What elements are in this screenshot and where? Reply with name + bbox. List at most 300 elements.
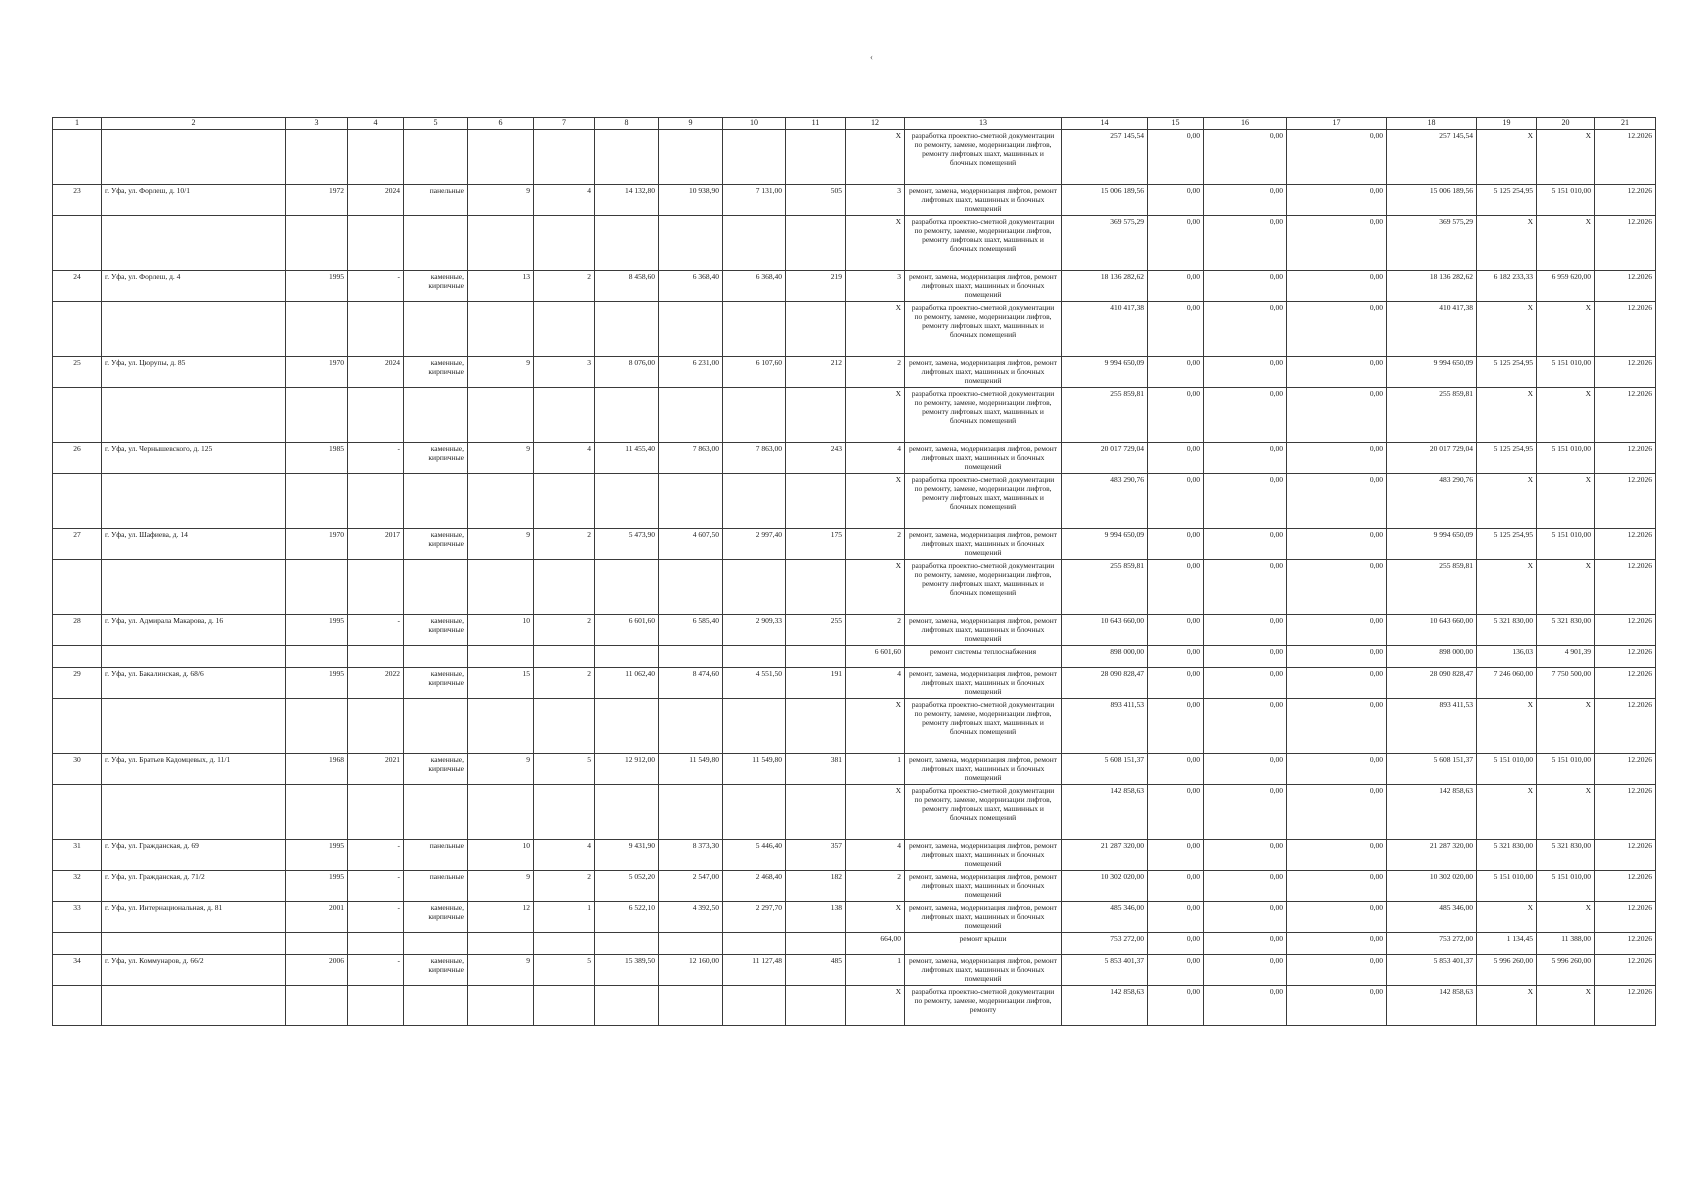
cell-col-18: 255 859,81 bbox=[1387, 388, 1477, 443]
cell-col-20: 5 151 010,00 bbox=[1537, 529, 1595, 560]
cell-col-15: 0,00 bbox=[1148, 130, 1204, 185]
cell-col-18: 898 000,00 bbox=[1387, 646, 1477, 668]
column-number-8: 8 bbox=[595, 118, 659, 130]
cell-col-3: 1995 bbox=[286, 668, 348, 699]
cell-col-20: 5 151 010,00 bbox=[1537, 357, 1595, 388]
cell-col-9: 2 547,00 bbox=[659, 871, 723, 902]
capital-repair-table bbox=[52, 117, 1656, 1026]
column-number-10: 10 bbox=[723, 118, 786, 130]
cell-col-9 bbox=[659, 699, 723, 754]
cell-col-10 bbox=[723, 130, 786, 185]
cell-col-17: 0,00 bbox=[1287, 699, 1387, 754]
cell-col-18: 410 417,38 bbox=[1387, 302, 1477, 357]
cell-col-5 bbox=[404, 302, 468, 357]
cell-col-16: 0,00 bbox=[1204, 668, 1287, 699]
cell-col-16: 0,00 bbox=[1204, 871, 1287, 902]
cell-col-9 bbox=[659, 560, 723, 615]
cell-col-6: 9 bbox=[468, 754, 534, 785]
cell-col-8: 8 458,60 bbox=[595, 271, 659, 302]
cell-col-20: X bbox=[1537, 902, 1595, 933]
cell-col-5: каменные, кирпичные bbox=[404, 754, 468, 785]
cell-col-4 bbox=[348, 130, 404, 185]
cell-col-15: 0,00 bbox=[1148, 302, 1204, 357]
cell-col-1: 25 bbox=[53, 357, 102, 388]
cell-col-4 bbox=[348, 560, 404, 615]
cell-col-5 bbox=[404, 130, 468, 185]
cell-col-2: г. Уфа, ул. Коммунаров, д. 66/2 bbox=[102, 955, 286, 986]
cell-col-1 bbox=[53, 560, 102, 615]
cell-col-2: г. Уфа, ул. Бакалинская, д. 68/6 bbox=[102, 668, 286, 699]
cell-col-20: X bbox=[1537, 388, 1595, 443]
cell-col-1 bbox=[53, 216, 102, 271]
cell-col-20: X bbox=[1537, 302, 1595, 357]
cell-col-8 bbox=[595, 646, 659, 668]
cell-col-16: 0,00 bbox=[1204, 302, 1287, 357]
cell-col-12: 1 bbox=[846, 955, 905, 986]
cell-col-1: 33 bbox=[53, 902, 102, 933]
cell-col-16: 0,00 bbox=[1204, 785, 1287, 840]
cell-col-2 bbox=[102, 986, 286, 1026]
cell-col-20: 5 151 010,00 bbox=[1537, 871, 1595, 902]
cell-col-15: 0,00 bbox=[1148, 668, 1204, 699]
cell-col-13: разработка проектно-сметной документации по ремонту, замене, модернизации лифтов, ремонту лифтовых шахт, машинных и блочных помещений bbox=[905, 302, 1062, 357]
cell-col-7: 3 bbox=[534, 357, 595, 388]
cell-col-7 bbox=[534, 216, 595, 271]
cell-col-4 bbox=[348, 933, 404, 955]
cell-col-3: 1995 bbox=[286, 840, 348, 871]
cell-col-16: 0,00 bbox=[1204, 646, 1287, 668]
cell-col-2: г. Уфа, ул. Шафиева, д. 14 bbox=[102, 529, 286, 560]
cell-col-5: каменные, кирпичные bbox=[404, 615, 468, 646]
cell-col-13: ремонт, замена, модернизация лифтов, ремонт лифтовых шахт, машинных и блочных помещений bbox=[905, 529, 1062, 560]
cell-col-19: 6 182 233,33 bbox=[1477, 271, 1537, 302]
table-row bbox=[53, 785, 1656, 840]
cell-col-7 bbox=[534, 933, 595, 955]
stray-mark: ‹ bbox=[870, 52, 873, 62]
cell-col-7: 4 bbox=[534, 840, 595, 871]
table-row bbox=[53, 357, 1656, 388]
table-row bbox=[53, 185, 1656, 216]
cell-col-17: 0,00 bbox=[1287, 185, 1387, 216]
cell-col-3 bbox=[286, 130, 348, 185]
cell-col-12: 4 bbox=[846, 668, 905, 699]
cell-col-18: 28 090 828,47 bbox=[1387, 668, 1477, 699]
cell-col-20: 6 959 620,00 bbox=[1537, 271, 1595, 302]
cell-col-8 bbox=[595, 302, 659, 357]
column-number-2: 2 bbox=[102, 118, 286, 130]
cell-col-2: г. Уфа, ул. Чернышевского, д. 125 bbox=[102, 443, 286, 474]
cell-col-19: X bbox=[1477, 216, 1537, 271]
cell-col-15: 0,00 bbox=[1148, 699, 1204, 754]
cell-col-20: 5 321 830,00 bbox=[1537, 615, 1595, 646]
cell-col-2 bbox=[102, 216, 286, 271]
cell-col-18: 20 017 729,04 bbox=[1387, 443, 1477, 474]
cell-col-16: 0,00 bbox=[1204, 216, 1287, 271]
cell-col-12: X bbox=[846, 302, 905, 357]
cell-col-9 bbox=[659, 130, 723, 185]
cell-col-12: X bbox=[846, 474, 905, 529]
cell-col-18: 21 287 320,00 bbox=[1387, 840, 1477, 871]
cell-col-17: 0,00 bbox=[1287, 646, 1387, 668]
cell-col-7 bbox=[534, 302, 595, 357]
cell-col-11 bbox=[786, 933, 846, 955]
cell-col-4 bbox=[348, 388, 404, 443]
cell-col-7 bbox=[534, 388, 595, 443]
column-number-14: 14 bbox=[1062, 118, 1148, 130]
column-number-21: 21 bbox=[1595, 118, 1656, 130]
cell-col-21: 12.2026 bbox=[1595, 529, 1656, 560]
column-number-12: 12 bbox=[846, 118, 905, 130]
cell-col-19: 5 125 254,95 bbox=[1477, 529, 1537, 560]
cell-col-16: 0,00 bbox=[1204, 615, 1287, 646]
cell-col-4: 2024 bbox=[348, 185, 404, 216]
cell-col-14: 28 090 828,47 bbox=[1062, 668, 1148, 699]
table-row bbox=[53, 216, 1656, 271]
cell-col-17: 0,00 bbox=[1287, 754, 1387, 785]
cell-col-15: 0,00 bbox=[1148, 646, 1204, 668]
cell-col-13: разработка проектно-сметной документации по ремонту, замене, модернизации лифтов, ремонту лифтовых шахт, машинных и блочных помещений bbox=[905, 388, 1062, 443]
cell-col-19: 5 321 830,00 bbox=[1477, 840, 1537, 871]
cell-col-21: 12.2026 bbox=[1595, 902, 1656, 933]
cell-col-2 bbox=[102, 474, 286, 529]
cell-col-4: 2024 bbox=[348, 357, 404, 388]
cell-col-3 bbox=[286, 699, 348, 754]
cell-col-9: 10 938,90 bbox=[659, 185, 723, 216]
cell-col-6 bbox=[468, 216, 534, 271]
cell-col-19: 5 125 254,95 bbox=[1477, 443, 1537, 474]
cell-col-15: 0,00 bbox=[1148, 615, 1204, 646]
cell-col-1: 26 bbox=[53, 443, 102, 474]
cell-col-15: 0,00 bbox=[1148, 357, 1204, 388]
cell-col-11 bbox=[786, 699, 846, 754]
cell-col-6: 9 bbox=[468, 955, 534, 986]
cell-col-1 bbox=[53, 388, 102, 443]
cell-col-10: 7 863,00 bbox=[723, 443, 786, 474]
cell-col-6 bbox=[468, 560, 534, 615]
cell-col-15: 0,00 bbox=[1148, 754, 1204, 785]
cell-col-21: 12.2026 bbox=[1595, 785, 1656, 840]
cell-col-9: 4 392,50 bbox=[659, 902, 723, 933]
table-row bbox=[53, 474, 1656, 529]
cell-col-17: 0,00 bbox=[1287, 388, 1387, 443]
cell-col-21: 12.2026 bbox=[1595, 560, 1656, 615]
cell-col-12: X bbox=[846, 216, 905, 271]
cell-col-12: X bbox=[846, 902, 905, 933]
cell-col-14: 15 006 189,56 bbox=[1062, 185, 1148, 216]
cell-col-12: X bbox=[846, 560, 905, 615]
cell-col-2: г. Уфа, ул. Адмирала Макарова, д. 16 bbox=[102, 615, 286, 646]
cell-col-7 bbox=[534, 130, 595, 185]
cell-col-7: 2 bbox=[534, 871, 595, 902]
cell-col-16: 0,00 bbox=[1204, 902, 1287, 933]
cell-col-13: разработка проектно-сметной документации по ремонту, замене, модернизации лифтов, ремонту лифтовых шахт, машинных и блочных помещений bbox=[905, 216, 1062, 271]
table-row bbox=[53, 388, 1656, 443]
cell-col-4: 2021 bbox=[348, 754, 404, 785]
cell-col-16: 0,00 bbox=[1204, 529, 1287, 560]
cell-col-14: 893 411,53 bbox=[1062, 699, 1148, 754]
cell-col-7: 1 bbox=[534, 902, 595, 933]
cell-col-15: 0,00 bbox=[1148, 474, 1204, 529]
cell-col-12: 6 601,60 bbox=[846, 646, 905, 668]
cell-col-10 bbox=[723, 986, 786, 1026]
cell-col-15: 0,00 bbox=[1148, 185, 1204, 216]
cell-col-8: 6 601,60 bbox=[595, 615, 659, 646]
cell-col-19: 5 125 254,95 bbox=[1477, 185, 1537, 216]
cell-col-14: 142 858,63 bbox=[1062, 785, 1148, 840]
cell-col-16: 0,00 bbox=[1204, 271, 1287, 302]
cell-col-20: 11 388,00 bbox=[1537, 933, 1595, 955]
cell-col-20: 5 321 830,00 bbox=[1537, 840, 1595, 871]
cell-col-21: 12.2026 bbox=[1595, 302, 1656, 357]
cell-col-19: 5 151 010,00 bbox=[1477, 754, 1537, 785]
cell-col-13: ремонт, замена, модернизация лифтов, ремонт лифтовых шахт, машинных и блочных помещений bbox=[905, 902, 1062, 933]
cell-col-9 bbox=[659, 474, 723, 529]
cell-col-7 bbox=[534, 986, 595, 1026]
cell-col-10: 7 131,00 bbox=[723, 185, 786, 216]
cell-col-3: 2001 bbox=[286, 902, 348, 933]
cell-col-18: 15 006 189,56 bbox=[1387, 185, 1477, 216]
cell-col-11: 255 bbox=[786, 615, 846, 646]
cell-col-10: 2 468,40 bbox=[723, 871, 786, 902]
cell-col-9 bbox=[659, 646, 723, 668]
cell-col-4: 2017 bbox=[348, 529, 404, 560]
cell-col-16: 0,00 bbox=[1204, 840, 1287, 871]
cell-col-5: каменные, кирпичные bbox=[404, 902, 468, 933]
cell-col-17: 0,00 bbox=[1287, 357, 1387, 388]
cell-col-3: 1972 bbox=[286, 185, 348, 216]
cell-col-18: 5 853 401,37 bbox=[1387, 955, 1477, 986]
column-number-16: 16 bbox=[1204, 118, 1287, 130]
column-number-9: 9 bbox=[659, 118, 723, 130]
cell-col-2: г. Уфа, ул. Форлеш, д. 4 bbox=[102, 271, 286, 302]
cell-col-2: г. Уфа, ул. Гражданская, д. 71/2 bbox=[102, 871, 286, 902]
cell-col-16: 0,00 bbox=[1204, 699, 1287, 754]
cell-col-15: 0,00 bbox=[1148, 560, 1204, 615]
cell-col-1 bbox=[53, 933, 102, 955]
cell-col-21: 12.2026 bbox=[1595, 474, 1656, 529]
cell-col-14: 485 346,00 bbox=[1062, 902, 1148, 933]
cell-col-13: ремонт, замена, модернизация лифтов, ремонт лифтовых шахт, машинных и блочных помещений bbox=[905, 955, 1062, 986]
cell-col-10 bbox=[723, 699, 786, 754]
cell-col-11 bbox=[786, 560, 846, 615]
cell-col-3 bbox=[286, 388, 348, 443]
cell-col-11: 381 bbox=[786, 754, 846, 785]
cell-col-13: разработка проектно-сметной документации по ремонту, замене, модернизации лифтов, ремонту лифтовых шахт, машинных и блочных помещений bbox=[905, 699, 1062, 754]
cell-col-10: 2 909,33 bbox=[723, 615, 786, 646]
table-row bbox=[53, 933, 1656, 955]
cell-col-7: 2 bbox=[534, 615, 595, 646]
cell-col-6 bbox=[468, 933, 534, 955]
cell-col-6 bbox=[468, 130, 534, 185]
cell-col-1: 24 bbox=[53, 271, 102, 302]
cell-col-15: 0,00 bbox=[1148, 785, 1204, 840]
cell-col-19: 5 125 254,95 bbox=[1477, 357, 1537, 388]
cell-col-9 bbox=[659, 216, 723, 271]
cell-col-5: каменные, кирпичные bbox=[404, 668, 468, 699]
cell-col-13: разработка проектно-сметной документации по ремонту, замене, модернизации лифтов, ремонту bbox=[905, 986, 1062, 1026]
cell-col-3: 1985 bbox=[286, 443, 348, 474]
cell-col-8 bbox=[595, 474, 659, 529]
cell-col-8: 9 431,90 bbox=[595, 840, 659, 871]
cell-col-17: 0,00 bbox=[1287, 130, 1387, 185]
cell-col-1 bbox=[53, 130, 102, 185]
cell-col-12: X bbox=[846, 699, 905, 754]
cell-col-17: 0,00 bbox=[1287, 271, 1387, 302]
cell-col-1 bbox=[53, 646, 102, 668]
cell-col-8 bbox=[595, 560, 659, 615]
cell-col-8: 12 912,00 bbox=[595, 754, 659, 785]
cell-col-16: 0,00 bbox=[1204, 986, 1287, 1026]
cell-col-5 bbox=[404, 646, 468, 668]
cell-col-19: 1 134,45 bbox=[1477, 933, 1537, 955]
cell-col-2: г. Уфа, ул. Интернациональная, д. 81 bbox=[102, 902, 286, 933]
cell-col-19: 7 246 060,00 bbox=[1477, 668, 1537, 699]
cell-col-14: 410 417,38 bbox=[1062, 302, 1148, 357]
cell-col-2 bbox=[102, 699, 286, 754]
table-row bbox=[53, 302, 1656, 357]
cell-col-4: - bbox=[348, 840, 404, 871]
cell-col-11 bbox=[786, 474, 846, 529]
cell-col-5: каменные, кирпичные bbox=[404, 955, 468, 986]
cell-col-18: 142 858,63 bbox=[1387, 785, 1477, 840]
cell-col-12: 2 bbox=[846, 529, 905, 560]
cell-col-16: 0,00 bbox=[1204, 185, 1287, 216]
cell-col-17: 0,00 bbox=[1287, 785, 1387, 840]
cell-col-11: 191 bbox=[786, 668, 846, 699]
cell-col-1: 29 bbox=[53, 668, 102, 699]
cell-col-20: X bbox=[1537, 474, 1595, 529]
cell-col-4: - bbox=[348, 615, 404, 646]
cell-col-21: 12.2026 bbox=[1595, 443, 1656, 474]
cell-col-5 bbox=[404, 699, 468, 754]
cell-col-5 bbox=[404, 986, 468, 1026]
cell-col-11: 212 bbox=[786, 357, 846, 388]
cell-col-18: 369 575,29 bbox=[1387, 216, 1477, 271]
cell-col-17: 0,00 bbox=[1287, 933, 1387, 955]
cell-col-17: 0,00 bbox=[1287, 529, 1387, 560]
cell-col-6 bbox=[468, 699, 534, 754]
cell-col-5 bbox=[404, 388, 468, 443]
cell-col-15: 0,00 bbox=[1148, 933, 1204, 955]
cell-col-17: 0,00 bbox=[1287, 871, 1387, 902]
cell-col-18: 893 411,53 bbox=[1387, 699, 1477, 754]
cell-col-10: 2 997,40 bbox=[723, 529, 786, 560]
table-row bbox=[53, 840, 1656, 871]
table-row bbox=[53, 902, 1656, 933]
column-number-11: 11 bbox=[786, 118, 846, 130]
cell-col-3: 1968 bbox=[286, 754, 348, 785]
column-number-13: 13 bbox=[905, 118, 1062, 130]
cell-col-9: 6 368,40 bbox=[659, 271, 723, 302]
cell-col-14: 255 859,81 bbox=[1062, 560, 1148, 615]
cell-col-21: 12.2026 bbox=[1595, 699, 1656, 754]
cell-col-2: г. Уфа, ул. Цюрупы, д. 85 bbox=[102, 357, 286, 388]
cell-col-19: 5 151 010,00 bbox=[1477, 871, 1537, 902]
cell-col-11 bbox=[786, 388, 846, 443]
cell-col-11 bbox=[786, 302, 846, 357]
cell-col-8 bbox=[595, 986, 659, 1026]
cell-col-16: 0,00 bbox=[1204, 388, 1287, 443]
cell-col-18: 257 145,54 bbox=[1387, 130, 1477, 185]
cell-col-8: 6 522,10 bbox=[595, 902, 659, 933]
cell-col-18: 483 290,76 bbox=[1387, 474, 1477, 529]
cell-col-15: 0,00 bbox=[1148, 216, 1204, 271]
cell-col-7: 4 bbox=[534, 185, 595, 216]
cell-col-3: 1995 bbox=[286, 871, 348, 902]
cell-col-6: 9 bbox=[468, 443, 534, 474]
cell-col-2 bbox=[102, 785, 286, 840]
cell-col-19: X bbox=[1477, 474, 1537, 529]
cell-col-2 bbox=[102, 302, 286, 357]
cell-col-12: 4 bbox=[846, 840, 905, 871]
table-row bbox=[53, 646, 1656, 668]
cell-col-15: 0,00 bbox=[1148, 529, 1204, 560]
cell-col-17: 0,00 bbox=[1287, 216, 1387, 271]
cell-col-9: 4 607,50 bbox=[659, 529, 723, 560]
table-row bbox=[53, 560, 1656, 615]
cell-col-15: 0,00 bbox=[1148, 443, 1204, 474]
cell-col-18: 10 643 660,00 bbox=[1387, 615, 1477, 646]
cell-col-15: 0,00 bbox=[1148, 388, 1204, 443]
cell-col-13: ремонт, замена, модернизация лифтов, ремонт лифтовых шахт, машинных и блочных помещений bbox=[905, 871, 1062, 902]
cell-col-1 bbox=[53, 474, 102, 529]
cell-col-13: ремонт, замена, модернизация лифтов, ремонт лифтовых шахт, машинных и блочных помещений bbox=[905, 754, 1062, 785]
column-number-1: 1 bbox=[53, 118, 102, 130]
column-number-row bbox=[53, 118, 1656, 130]
cell-col-12: 1 bbox=[846, 754, 905, 785]
cell-col-15: 0,00 bbox=[1148, 955, 1204, 986]
cell-col-14: 21 287 320,00 bbox=[1062, 840, 1148, 871]
cell-col-21: 12.2026 bbox=[1595, 388, 1656, 443]
cell-col-13: ремонт, замена, модернизация лифтов, ремонт лифтовых шахт, машинных и блочных помещений bbox=[905, 357, 1062, 388]
cell-col-21: 12.2026 bbox=[1595, 271, 1656, 302]
cell-col-20: X bbox=[1537, 785, 1595, 840]
cell-col-16: 0,00 bbox=[1204, 955, 1287, 986]
cell-col-5: каменные, кирпичные bbox=[404, 443, 468, 474]
cell-col-9 bbox=[659, 933, 723, 955]
cell-col-4 bbox=[348, 474, 404, 529]
cell-col-12: 2 bbox=[846, 615, 905, 646]
cell-col-13: разработка проектно-сметной документации по ремонту, замене, модернизации лифтов, ремонту лифтовых шахт, машинных и блочных помещений bbox=[905, 130, 1062, 185]
table-row bbox=[53, 955, 1656, 986]
cell-col-20: X bbox=[1537, 130, 1595, 185]
cell-col-1: 27 bbox=[53, 529, 102, 560]
cell-col-11: 485 bbox=[786, 955, 846, 986]
cell-col-11: 175 bbox=[786, 529, 846, 560]
cell-col-17: 0,00 bbox=[1287, 840, 1387, 871]
cell-col-21: 12.2026 bbox=[1595, 357, 1656, 388]
cell-col-17: 0,00 bbox=[1287, 302, 1387, 357]
cell-col-17: 0,00 bbox=[1287, 615, 1387, 646]
cell-col-3: 1970 bbox=[286, 357, 348, 388]
cell-col-13: ремонт, замена, модернизация лифтов, ремонт лифтовых шахт, машинных и блочных помещений bbox=[905, 443, 1062, 474]
cell-col-15: 0,00 bbox=[1148, 271, 1204, 302]
cell-col-3 bbox=[286, 933, 348, 955]
cell-col-8: 11 455,40 bbox=[595, 443, 659, 474]
cell-col-8: 14 132,80 bbox=[595, 185, 659, 216]
cell-col-4 bbox=[348, 646, 404, 668]
cell-col-19: X bbox=[1477, 302, 1537, 357]
cell-col-13: ремонт, замена, модернизация лифтов, ремонт лифтовых шахт, машинных и блочных помещений bbox=[905, 668, 1062, 699]
table-row bbox=[53, 615, 1656, 646]
cell-col-11 bbox=[786, 785, 846, 840]
cell-col-7: 5 bbox=[534, 955, 595, 986]
cell-col-11: 138 bbox=[786, 902, 846, 933]
table-row bbox=[53, 986, 1656, 1026]
cell-col-17: 0,00 bbox=[1287, 955, 1387, 986]
cell-col-7 bbox=[534, 699, 595, 754]
cell-col-4: - bbox=[348, 902, 404, 933]
